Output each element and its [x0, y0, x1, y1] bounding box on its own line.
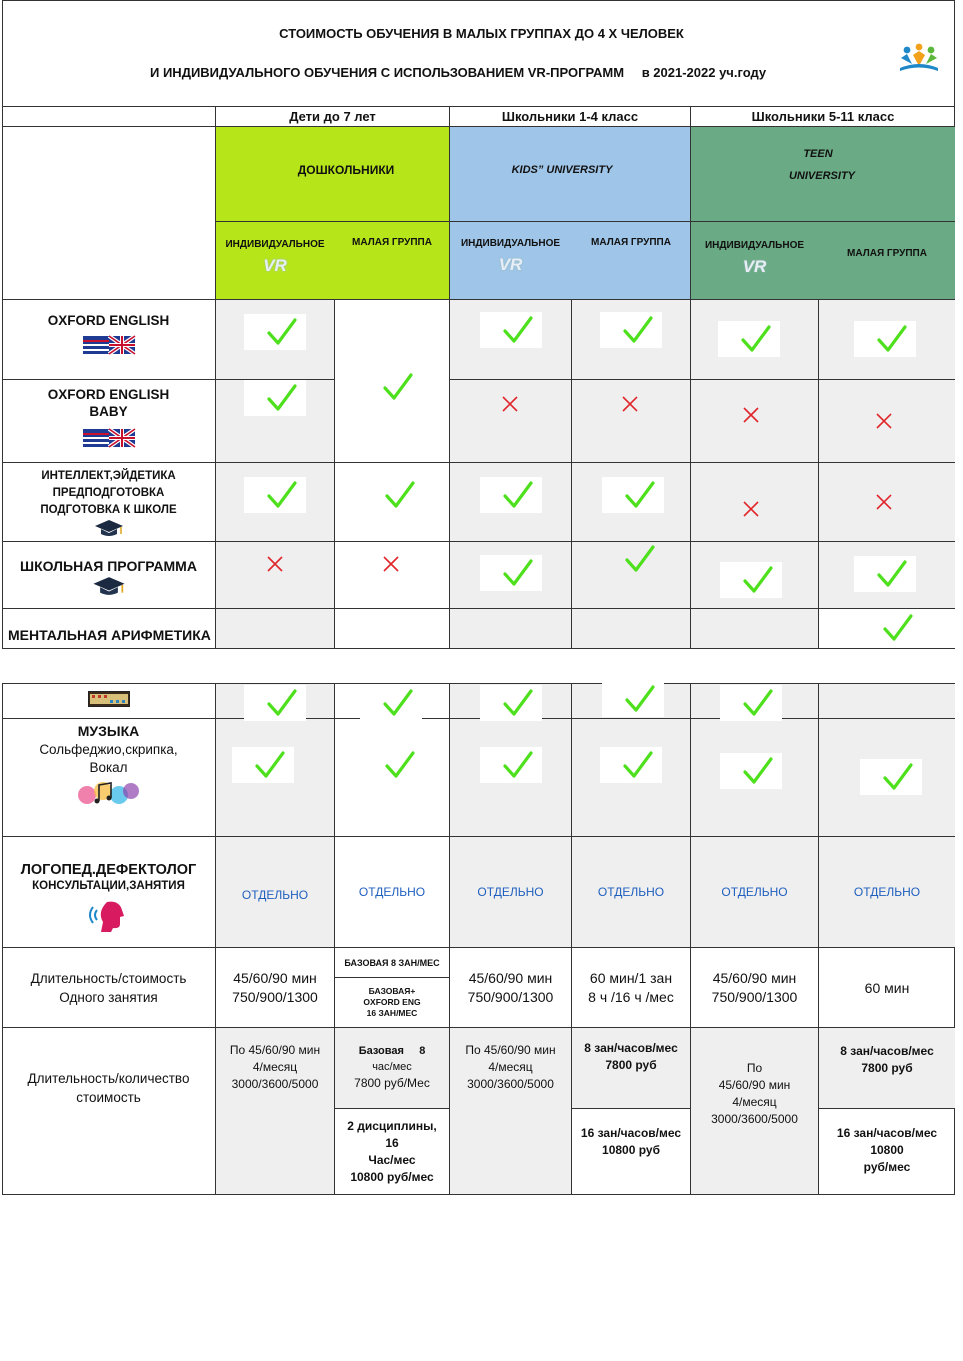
sub-preschool-group: МАЛАЯ ГРУППА — [352, 237, 432, 248]
row-music: МУЗЫКА Сольфеджио,скрипка, Вокал — [2, 719, 215, 836]
duration-c2-bottom: БАЗОВАЯ+ OXFORD ENG 16 ЗАН/МЕС — [363, 986, 421, 1018]
group-preschool-name: ДОШКОЛЬНИКИ — [297, 163, 395, 177]
separately-5: ОТДЕЛЬНО — [721, 885, 788, 899]
check-icon — [254, 750, 286, 780]
cell-bg-white — [335, 609, 449, 648]
row-line — [449, 379, 955, 380]
age-kids: Дети до 7 лет — [289, 109, 376, 124]
qty-c4-b: 16 зан/часов/мес 10800 руб — [580, 1126, 682, 1157]
check-icon — [876, 324, 908, 354]
qty-c5: По 45/60/90 мин 4/месяц 3000/3600/5000 — [711, 1061, 798, 1126]
col-line — [818, 683, 819, 1195]
cross-icon — [382, 555, 400, 573]
cell-bg — [572, 300, 690, 648]
check-icon — [502, 315, 534, 345]
cell-bg — [691, 684, 818, 947]
check-icon — [382, 372, 414, 402]
age-school-1-4: Школьники 1-4 класс — [501, 109, 639, 124]
qty-c4-a: 8 зан/часов/мес 7800 руб — [584, 1041, 678, 1072]
qty-c1: По 45/60/90 мин 4/месяц 3000/3600/5000 — [229, 1043, 321, 1091]
separately-3: ОТДЕЛЬНО — [477, 885, 544, 899]
separately-4: ОТДЕЛЬНО — [597, 885, 665, 899]
qty-c6-a: 8 зан/часов/мес 7800 руб — [840, 1044, 934, 1075]
check-icon — [502, 558, 534, 588]
sub-teen-individual: ИНДИВИДУАЛЬНОЕ VR — [704, 239, 805, 276]
sub-teen-group: МАЛАЯ ГРУППА — [847, 248, 927, 259]
check-icon — [266, 688, 298, 718]
duration-c1: 45/60/90 мин 750/900/1300 — [232, 969, 318, 1005]
cross-icon — [742, 500, 760, 518]
separately-6: ОТДЕЛЬНО — [853, 885, 921, 899]
check-icon — [624, 480, 656, 510]
duration-c6: 60 мин — [864, 979, 910, 996]
flag-puzzle-icon — [81, 425, 137, 451]
duration-c5: 45/60/90 мин 750/900/1300 — [711, 969, 798, 1005]
cell-bg — [572, 684, 690, 947]
cell-bg — [819, 684, 955, 947]
col-line — [215, 683, 216, 1195]
qty-c6-b: 16 зан/часов/мес 10800 руб/мес — [836, 1126, 938, 1174]
duration-c2-top: БАЗОВАЯ 8 ЗАН/МЕС — [344, 957, 440, 968]
row-oxford: OXFORD ENGLISH — [2, 300, 215, 379]
row-logoped: ЛОГОПЕД.ДЕФЕКТОЛОГ КОНСУЛЬТАЦИИ,ЗАНЯТИЯ — [2, 837, 215, 947]
group-teen-name — [691, 140, 955, 190]
qty-c2-b: 2 дисциплины, 16 Час/мес 10800 руб/мес — [347, 1118, 437, 1184]
sub-kids-individual: ИНДИВИДУАЛЬНОЕ VR — [460, 237, 561, 274]
cross-icon — [875, 493, 893, 511]
col-line — [690, 300, 691, 648]
separately-1: ОТДЕЛЬНО — [241, 888, 309, 902]
check-icon — [502, 480, 534, 510]
row-line — [215, 462, 955, 463]
check-icon — [742, 565, 774, 595]
check-icon — [882, 613, 914, 643]
speech-therapy-icon — [89, 898, 129, 932]
graduation-cap-icon — [94, 519, 124, 537]
row-school: ШКОЛЬНАЯ ПРОГРАММА — [2, 542, 215, 608]
check-icon — [502, 688, 534, 718]
check-icon — [266, 383, 298, 413]
cross-icon — [266, 555, 284, 573]
check-icon — [742, 756, 774, 786]
row-intellect: ИНТЕЛЛЕКТ,ЭЙДЕТИКА ПРЕДПОДГОТОВКА ПОДГОТОВКА К ШКОЛЕ — [2, 463, 215, 541]
row-line — [216, 221, 955, 222]
page-title-line2 — [150, 65, 850, 80]
sub-preschool-individual: ИНДИВИДУАЛЬНОЕ VR — [225, 238, 325, 275]
col-line — [449, 300, 450, 648]
cross-icon — [875, 412, 893, 430]
row-oxford-baby: OXFORD ENGLISH BABY — [2, 380, 215, 462]
check-icon — [384, 750, 416, 780]
col-line — [571, 683, 572, 1195]
group-teen-line2: UNIVERSITY — [788, 170, 855, 182]
title-year: в 2021-2022 уч.году — [641, 65, 767, 80]
check-icon — [622, 750, 654, 780]
cross-icon — [742, 406, 760, 424]
check-icon — [384, 480, 416, 510]
age-school-5-11: Школьники 5-11 класс — [751, 109, 895, 124]
check-icon — [624, 544, 656, 574]
qty-c2-a: Базовая 8 час/мес 7800 руб/Мес — [354, 1045, 430, 1090]
separately-2: ОТДЕЛЬНО — [358, 885, 426, 899]
check-icon — [266, 317, 298, 347]
cell-bg — [450, 684, 571, 947]
check-icon — [742, 688, 774, 718]
check-icon — [622, 315, 654, 345]
cell-bg — [450, 300, 571, 648]
col-line — [818, 300, 819, 648]
group-kids-name: KIDS” UNIVERSITY — [511, 164, 613, 176]
title-main: И ИНДИВИДУАЛЬНОГО ОБУЧЕНИЯ С ИСПОЛЬЗОВАНИЕМ VR-ПРОГРАММ — [150, 65, 625, 80]
row-qty: Длительность/количество стоимость — [27, 1071, 190, 1105]
qty-c3: По 45/60/90 мин 4/месяц 3000/3600/5000 — [465, 1043, 556, 1091]
music-notes-icon — [73, 779, 145, 809]
duration-c3: 45/60/90 мин 750/900/1300 — [467, 969, 554, 1005]
check-icon — [382, 688, 414, 718]
graduation-cap-icon — [92, 576, 126, 596]
check-icon — [882, 762, 914, 792]
abacus-icon — [88, 691, 130, 707]
row-mental: МЕНТАЛЬНАЯ АРИФМЕТИКА — [8, 627, 211, 643]
group-teen-line1: TEEN — [803, 148, 833, 160]
row-line — [571, 1108, 690, 1109]
sub-kids-group: МАЛАЯ ГРУППА — [591, 237, 671, 248]
check-icon — [624, 684, 656, 714]
row-duration: Длительность/стоимость Одного занятия — [30, 970, 187, 1005]
cross-icon — [621, 395, 639, 413]
flag-puzzle-icon — [81, 332, 137, 358]
row-line — [215, 541, 955, 542]
cross-icon — [501, 395, 519, 413]
school-logo-icon — [896, 42, 942, 76]
check-icon — [876, 559, 908, 589]
col-line — [571, 300, 572, 648]
check-icon — [740, 324, 772, 354]
check-icon — [502, 750, 534, 780]
check-icon — [266, 480, 298, 510]
col-line — [449, 683, 450, 1195]
row-line — [818, 1108, 955, 1109]
cell-bg — [216, 300, 334, 648]
duration-c4: 60 мин/1 зан 8 ч /16 ч /мес — [588, 969, 674, 1005]
page-title-line1: СТОИМОСТЬ ОБУЧЕНИЯ В МАЛЫХ ГРУППАХ ДО 4 Х ЧЕЛОВЕК — [279, 26, 684, 41]
